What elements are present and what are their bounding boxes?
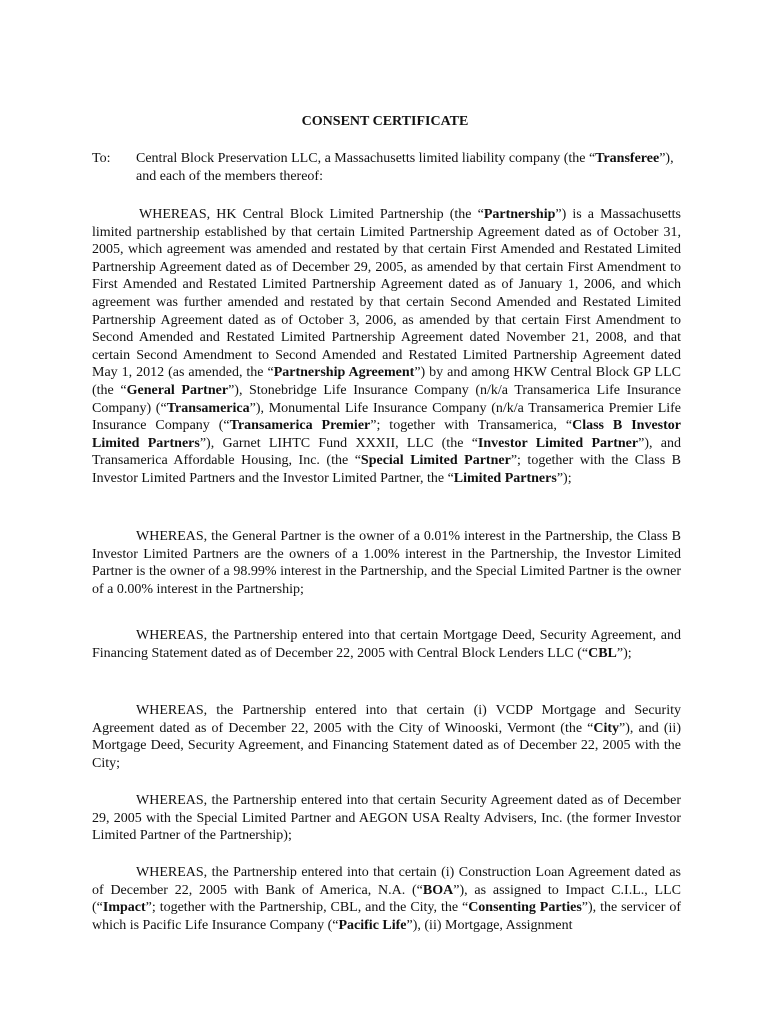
recital-construction-loan: WHEREAS, the Partnership entered into that certain (i) Construction Loan Agreement dated as of December 22, 2005 with Bank of America, N.A. (“BOA”), as assigned to Impact C.I.L., LLC (“Impact”; together with the Partnership, CBL, and the City, the “Consenting Parties”), the servicer of which is Pacific Life Insurance Company (“Pacific Life”), (ii) Mortgage, Assignment (92, 865, 681, 933)
defined-term: Consenting Parties (468, 900, 582, 916)
addressee-label: To: (92, 151, 111, 166)
recital-partnership: WHEREAS, HK Central Block Limited Partnership (the “Partnership”) is a Massachusetts limited partnership established by that certain Limited Partnership Agreement dated as of October 31, 2005, which agreement was amended and restated by that certain First Amended and Restated Limited Partnership Agreement dated as of December 29, 2005, as amended by that certain First Amendment to First Amended and Restated Limited Partnership Agreement dated as of January 1, 2006, and which agreement was further amended and restated by that certain Second Amended and Restated Limited Partnership Agreement dated as of October 3, 2006, as amended by that certain First Amendment to Second Amended and Restated Limited Partnership Agreement dated November 21, 2008, and that certain Second Amendment to Second Amended and Restated Limited Partnership Agreement dated May 1, 2012 (as amended, the “Partnership Agreement”) by and among HKW Central Block GP LLC (the “General Partner”), Stonebridge Life Insurance Company (n/k/a Transamerica Life Insurance Company) (“Transamerica”), Monumental Life Insurance Company (n/k/a Transamerica Premier Life Insurance Company (“Transamerica Premier”; together with Transamerica, “Class B Investor Limited Partners”), Garnet LIHTC Fund XXXII, LLC (the “Investor Limited Partner”), and Transamerica Affordable Housing, Inc. (the “Special Limited Partner”; together with the Class B Investor Limited Partners and the Investor Limited Partner, the “Limited Partners”); (92, 207, 682, 486)
recital-cbl-mortgage: WHEREAS, the Partnership entered into that certain Mortgage Deed, Security Agreement, and Financing Statement dated as of December 22, 2005 with Central Block Lenders LLC (“CBL”); (92, 628, 681, 661)
defined-term: Class B Investor Limited Partners (92, 418, 681, 451)
defined-term: Impact (102, 900, 146, 916)
defined-term: Investor Limited Partner (477, 435, 639, 451)
defined-term: Partnership (483, 207, 556, 222)
defined-term: Special Limited Partner (360, 453, 511, 469)
defined-term-transferee: Transferee (595, 151, 660, 166)
recital-security-agreement: WHEREAS, the Partnership entered into that certain Security Agreement dated as of December 29, 2005 with the Special Limited Partner and AEGON USA Realty Advisers, Inc. (the former Investor Limited Partner of the Partnership); (92, 793, 681, 844)
addressee-text: Central Block Preservation LLC, a Massachusetts limited liability company (the “Transferee”), and each of the members thereof: (136, 151, 674, 184)
defined-term: Limited Partners (453, 470, 557, 486)
recital-city-mortgage: WHEREAS, the Partnership entered into that certain (i) VCDP Mortgage and Security Agreement dated as of December 22, 2005 with the City of Winooski, Vermont (the “City”), and (ii) Mortgage Deed, Security Agreement, and Financing Statement dated as of December 22, 2005 with the City; (92, 703, 681, 771)
defined-term: Partnership Agreement (273, 365, 415, 381)
defined-term: City (593, 720, 620, 736)
defined-term: Pacific Life (338, 917, 407, 933)
defined-term: BOA (422, 882, 454, 898)
defined-term: General Partner (126, 382, 229, 398)
defined-term: Transamerica (166, 400, 250, 416)
recital-interests: WHEREAS, the General Partner is the owner of a 0.01% interest in the Partnership, the Class B Investor Limited Partners are the owners of a 1.00% interest in the Partnership, the Investor Limited Partner is the owner of a 98.99% interest in the Partnership, and the Special Limited Partner is the owner of a 0.00% interest in the Partnership; (92, 529, 681, 597)
defined-term: Transamerica Premier (229, 418, 371, 434)
defined-term: CBL (588, 645, 617, 661)
document-title: CONSENT CERTIFICATE (301, 114, 469, 129)
